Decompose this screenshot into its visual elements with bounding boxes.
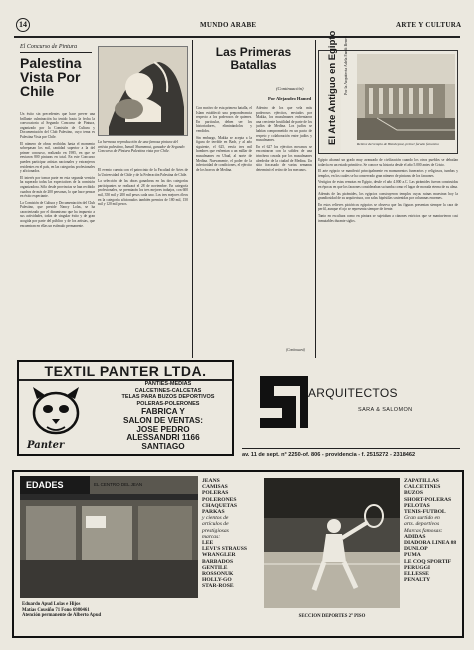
list-item: ELLESSE — [404, 571, 429, 578]
list-item: ADIDAS — [404, 533, 426, 540]
sales-line: FABRICA Y — [141, 407, 185, 416]
paragraph: Con motivo de esta primera batalla, el Islam estableció una preponderancia respecto a los poderosos de quienes. En particular, deben ser los historiadores, eliminándolos y vendidos. — [196, 106, 252, 133]
paragraph: En el 627 los ejércitos mecanos se encontraron con la solidez de una trinchera cavada por los musulmanes alrededor de la ciudad de Medina. Un sitio fracasado de varias semanas determinó el retiro de los mecanos. — [256, 144, 312, 172]
list-item: LEVI'S STRAUSS — [202, 546, 247, 553]
list-item: LEE — [202, 540, 214, 547]
list-item: artículos de — [202, 521, 229, 528]
list-item: PENALTY — [404, 577, 431, 584]
footer-line: Eduardo Apud Lolas e Hijos — [22, 602, 81, 607]
list-item: marcas: — [202, 533, 221, 540]
list-item: TENIS-FUTBOL — [404, 509, 446, 516]
store-slogan: EL CENTRO DEL JEAN — [94, 482, 143, 487]
list-item: POLERAS — [202, 490, 229, 497]
list-item: BARBADOS — [202, 558, 234, 565]
store-sign: EDADES — [26, 480, 64, 490]
paragraph: La Comisión de Cultura y Documentación del Club Palestino, que preside Nancy Lolas, se ha caracterizado por el dinamismo que ha impuesto a sus actividades, todas de singular éxito y de gran acogida por parte del público y de los artistas, que encuentran en ellas un estímulo permanente. — [20, 200, 95, 228]
paragraph: Tanto en escultura como en pintura se sujetaban a cánones estrictos que se mantuvieron casi inmutables durante siglos. — [318, 213, 458, 223]
list-item: WRANGLER — [202, 552, 236, 559]
list-item: CALCETINES — [404, 484, 441, 491]
storefront-illustration — [20, 476, 198, 598]
product-item: CALCETINES-CALCETAS — [134, 387, 202, 394]
deportes-section-label: SECCION DEPORTES 2° PISO — [298, 614, 366, 619]
painting-photo — [98, 46, 188, 136]
sales-line: SANTIAGO — [141, 442, 185, 452]
arquitectos-name: ARQUITECTOS — [308, 386, 398, 400]
egypt-title-panel — [321, 30, 341, 151]
product-item: POLERAS-POLERONES — [136, 400, 200, 407]
list-item: PARKAS — [202, 509, 225, 516]
column-divider — [315, 40, 316, 358]
headline-palestina: Palestina Vista Por Chile — [20, 55, 82, 99]
paragraph: El arte egipcio se manifestó principalmente en monumentos funerarios y religiosos, tumbas y templos, en los cuales se ha conservado gran número de pinturas de los faraones. — [318, 169, 458, 178]
ad-textil-panter — [17, 360, 234, 456]
egypt-feature-box — [318, 30, 458, 154]
byline: Por Alejandro Hamed — [268, 96, 312, 101]
publication-name: MUNDO ARABE — [200, 21, 257, 29]
panther-logo — [25, 385, 87, 453]
palestina-column-2 — [98, 168, 188, 358]
paragraph: El evento cuenta con el patrocinio de la Facultad de Artes de la Universidad de Chile y de la Federación Palestina de Chile. — [98, 168, 188, 177]
sales-line: ALESSANDRI 1166 — [126, 433, 200, 443]
list-item: arts. deportivos — [404, 521, 440, 528]
paragraph: Un éxito sin precedentes que hace prever una brillante culminación ha tenido hasta la fecha la convocatoria al Segundo Concurso de Pintura, organizado por la Comisión de Cultura y Documentación del Club Palestino, cuyo tema es Palestina Vista por Chile. — [20, 112, 95, 139]
panter-title: TEXTIL PANTER LTDA. — [44, 363, 207, 379]
headline-egipto: El Arte Antiguo en Egipto — [327, 30, 338, 145]
palestina-column-1 — [20, 112, 95, 358]
arquitectos-logo-icon — [256, 372, 312, 432]
egipto-text — [318, 158, 458, 354]
store-footer-left — [22, 602, 198, 619]
product-item: TELAS PARA BUZOS DEPORTIVOS — [121, 394, 215, 401]
list-item: STAR-ROSE — [202, 583, 234, 590]
list-item: Gran surtido en — [404, 515, 440, 522]
list-item: GENTILE — [202, 564, 228, 571]
list-item: PERUGGI — [404, 564, 431, 571]
continued-label: (Continuación) — [276, 86, 304, 91]
egypt-subhead-panel — [343, 35, 353, 95]
ad-store-deportes — [12, 470, 464, 638]
paragraph: Sin embargo, Makka se acepta a la figura de terrible en Badr, y al año siguiente, el 625, envía tres mil hombres que enfrentan a un millar de musulmanes en Uhud, al norte de Medina. Nuevamente, el poder de la inferioridad de condiciones, el ejército de los bravos de Medina. — [196, 135, 252, 172]
headline-batallas: Las Primeras Batallas — [215, 45, 292, 72]
list-item: BUZOS — [404, 490, 423, 497]
list-item: SHORT-POLERAS — [404, 496, 452, 503]
product-item: PANTIES-MEDIAS — [144, 381, 192, 387]
section-label: El Concurso de Pintura — [20, 44, 78, 50]
column-divider — [192, 40, 193, 358]
list-item: ROSSONUK — [202, 571, 234, 578]
store-product-list — [202, 478, 260, 590]
list-item: CHAQUETAS — [202, 502, 238, 509]
list-item: DUNLOP — [404, 546, 428, 553]
store-front-photo — [20, 476, 198, 598]
paragraph: Adentro de los que vela más poderosos ejércitos, enviados por Makka, los musulmanes enfrentaron una creciente hostilidad de parte de los judíos de Medina. Los judíos se habían comprometido en un pacto de respeto y colaboración entre judíos y musulmanes. — [256, 106, 312, 143]
paragraph: Vestigios de estas remotas en Egipto, desde el año 4.000 a.C. Las pirámides fueron construidas en épocas en que los faraones consideraban su tumba como el lugar de morada eterna de su alma. — [318, 180, 458, 189]
sports-product-list — [404, 478, 462, 583]
list-item: PELOTAS — [404, 502, 430, 509]
list-item: prestigiosas — [202, 527, 229, 534]
batallas-column-1 — [196, 106, 252, 352]
batallas-column-2 — [256, 106, 312, 346]
list-item: JEANS — [202, 478, 220, 484]
panther-icon — [25, 385, 87, 441]
egypt-subhead: Por la Arquitecta Adela Fandi Benerl — [343, 35, 348, 95]
paragraph: Además de las pirámides, los egipcios construyeron templos cuyas ruinas muestran hoy la grandiosidad de su arquitectura, con salas hipóstilas sostenidas por columnas enormes. — [318, 191, 458, 201]
paragraph: En estos relieves pictóricos egipcios se observa que las figuras presentan siempre la cara de perfil, aunque el ojo se representa siempre de frente. — [318, 202, 458, 212]
panter-sales-address — [93, 408, 233, 452]
painting-illustration — [99, 47, 188, 136]
panter-products — [107, 381, 229, 407]
egypt-temple-photo — [357, 54, 455, 140]
section-name: ARTE Y CULTURA — [396, 21, 462, 29]
footer-line: Atención permanente de Alberto Apud — [22, 613, 102, 619]
temple-illustration — [357, 54, 455, 140]
list-item: PUMA — [404, 552, 421, 559]
paragraph: El interés por tomar parte en esta segunda versión ha superado todas las expectativas de la comisión organizadora. Sólo desde provincias se han recibido cuadros de más de 200 personas, lo que hace pensar en éxito expectante. — [20, 175, 95, 199]
arquitectos-address: av. 11 de sept. n° 2250-of. 806 - providencia - f. 2515272 - 2318462 — [242, 448, 460, 458]
ad-arquitectos — [240, 368, 460, 462]
painting-caption: La hermosa reproducción de una famosa pintura del artista palestino, Ismail Shammout, ganador de Segundo Concurso de Pintura Palestina vista por Chile. — [98, 140, 185, 154]
panter-logo-text: Panter — [27, 440, 65, 451]
tennis-player-photo — [264, 478, 400, 608]
sales-line: SALON DE VENTAS: — [123, 415, 203, 425]
paragraph: El número de obras recibidas hasta el momento sobrepasan los mil, cantidad superior a la del primer concurso, realizado en 1985, en que se enviaron 800 pinturas en total. En este Concurso pueden participar artistas nacionales y extranjeros residentes en el país, en las categorías profesionales y aficionados. — [20, 141, 95, 174]
list-item: HOLLY-GO — [202, 577, 232, 584]
page-number: 14 — [16, 18, 30, 32]
header-rule — [14, 36, 460, 38]
sales-line: JOSE PEDRO — [136, 424, 190, 434]
list-item: Marcas famosas: — [404, 527, 443, 534]
section-label-rule — [20, 52, 92, 53]
list-item: ZAPATILLAS — [404, 478, 439, 484]
egypt-photo-caption: Relieve del templo de Hatshepsut, primer faraón femenino — [357, 142, 439, 146]
list-item: LE COQ SPORTIF — [404, 558, 452, 565]
list-item: y cientos de — [202, 515, 229, 522]
list-item: CAMISAS — [202, 484, 228, 491]
footer-line: Matías Cousiño 71 Fono 6980461 — [22, 607, 90, 613]
tennis-illustration — [264, 478, 400, 608]
list-item: POLERONES — [202, 496, 237, 503]
list-item: DIADORA LINEA 88 — [404, 540, 457, 547]
paragraph: La selección de las obras ganadoras en las dos categorías participantes se realizará el 28 de noviembre. En categoría profesionales, se premiarán los tres mejores trabajos, con 600 mil, 350 mil y 200 mil pesos cada uno. Los tres mejores óleos en la categoría aficionados también premios de 180 mil, 150 mil y 120 mil pesos. — [98, 179, 188, 207]
paragraph: Egipto alcanzó un grado muy avanzado de civilización cuando los otros pueblos se debatían todavía en un estado primitivo. Se conoce su historia desde el año 5.000 antes de Cristo. — [318, 158, 458, 167]
arquitectos-partners: SARA & SALOMON — [358, 407, 413, 413]
continued-end: (Continuará) — [286, 348, 305, 352]
